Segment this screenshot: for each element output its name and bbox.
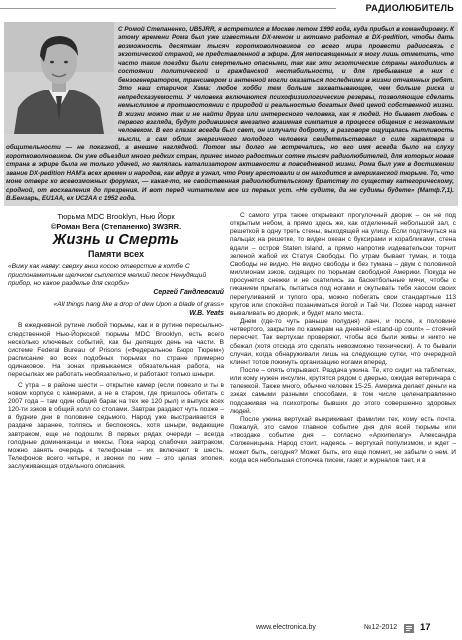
- epigraph-2-author: W.B. Yeats: [189, 310, 224, 318]
- body-paragraph: С утра – в районе шести – открытие камер (если повезло и ты в новом корпусе с камерами, а не в старом, где пришлось обитать с 2007 года – там один общий барак на тех же 120 рыл) и выпуск всех 120-ти зэков в общий холл со столами. Завтрак раздают чуть позже – в будние дни в половине седьмого. Народ уже выстраивается в раздаче заранее, толпясь и беспокоясь, хотя шныри, ведающие завтраком, еще не подошли. В первых рядах очереди – всегда голодные доминиканцы и мексы. Пока народ слабочки завтраком, можно занять очередь к телефонам – их включают в шесть. Телефонов всего четыре, и звонки по ним – это целая эпопея, заслуживающая отдельного описания.: [8, 381, 224, 471]
- right-column: [230, 212, 456, 465]
- article-byline: ©Роман Вега (Степаненко) 3W3RR.: [50, 221, 182, 231]
- epigraph-1: «Вижу как наяву: сверху вниз косою отверстие в котбе С приспонаметным щелчком сыплется мелкий песок Ненудящий прибор, но какое разделье для скорби»: [8, 263, 207, 287]
- body-paragraph: В ежедневной рутине любой тюрьмы, как и в рутине пересыльно-следственной Нью-Йоркской тюрьмы MDC Brooklyn, есть всего несколько ключевых событий, как бы делящих день на части. В системе Federal Bureau of Prisons («Федеральное Бюро Тюрем») расписание во всех подобных тюрьмах по стране примерно одинаковое. На зонах привыкаемся обязательная работа, на пересылках же работать необязательно, и работают только шныри.: [8, 322, 224, 379]
- section-title: РАДИОЛЮБИТЕЛЬ: [365, 3, 454, 13]
- intro-text: [6, 26, 454, 204]
- body-paragraph: После – опять открывают. Раздача ужина. Те, кто сидит на таблетках, или кому нужен инсулин, крутятся рядом с дверью, ожидая ветеринара с тележкой. Также много, обычно человек 15-25. Америка делает деньги на зэках самыми разными способами, в том числе целенаправленно подсаживая на психотропы бывших до этого совершенно здоровых людей.: [230, 366, 456, 415]
- article-kicker: Тюрьма MDC Brooklyn, Нью Йорк: [57, 212, 175, 221]
- magazine-logo-icon: [404, 624, 414, 633]
- body-paragraph: После ужина вертухай выкрикивает фамилии тех, кому есть почта. Пожалуй, это самое главное событие дня для всей тюрьмы или «твоздаке событие дня – согласно «Архипелагу» Александра Солженицына. Народ стоит, надеясь – вертухай популизмом, и ждет – может быть, сегодня? Может быть, его еще помнит, не забыли о нем. И когда вся небольшая стопочка писем, газет и журналов тает, и в: [230, 415, 456, 464]
- page-header: [0, 0, 462, 20]
- intro-paragraph: С Ромой Степаненко, UB5JRR, я встретился в Москве летом 1990 года, куда прибыл в командировку. К этому времени Рома был уже известным DX-меном и активно работал в DX-pedition, чтобы дать возможность десяткам тысяч коротковолновиков со всего мира провести радиосвязь с экзотической страной, не представленной в эфире. Для непосвященных я могу лишь отметить, что часто такие поездки были смертельно опасными, так как эти экзотические страны находились в состоянии политической и гражданской нестабильности, и для пребывания в них с бензогенератором, трансивером и антенной могли оказаться последними в жизни отчаянных ребят. Это наш старичок Хэма: любое хобби тем больше захватывающее, чем больше риска и непредсказуемости. У человека включаются психофизиологические резервы, позволяющие сделать немыслимое в противостоянии с природой и реальностью богатых дней ценой собственной жизни. В жизни можно так и не найти друга или интересного человека, как я людей. Но бывает любовь с первого взгляда, будут родившиеся внезапно взаимная симпатия в процессе общения с незнакомым человеком. В его глазах всегда был свет, он излучали доброту, в разговоре ощущалась пытливость мысли, а сам облик энергичного молодого человека свидетельствовал о силе характера и общительности — не показной, а внешне наглядной. Потом мы долго не встречались, но его имя всегда было на слуху коротковолновиков. Он уже объездил много редких стран, принес много радостных сотне тысяч радиолюбителей, для которых новая страна в эфире была не только удачей, но являлась катализатором активности в повседневной жизни. Рома был уже в достижении звание DX-pedition HAM'a всех времен и народов, как вдруг в узнал, что Рому арестовали и он находится в американской тюрьме. То, что моне отверг ко всевозможных форумах, — какая-то, не свойственная радиолюбительскому братству по существу категорическому, сродной, от восхваления до презрения. И вот перед читателем все из первых уст. «Не судите, да не судимы будете» (Матф.7,1). В.Бензарь, EU1AA, ex UC2AA с 1952 года.: [6, 26, 454, 203]
- page-footer: [0, 622, 462, 636]
- footer-url[interactable]: www.electronica.by: [256, 624, 316, 631]
- footer-issue-number: №12-2012: [364, 624, 398, 631]
- page-number: 17: [420, 622, 431, 633]
- epigraph-2: «All things hang like a drop of dew Upon a blade of grass»: [53, 301, 224, 309]
- article-title: Жизнь и Смерть: [52, 232, 180, 249]
- photo-wrap-space: [6, 26, 118, 136]
- body-paragraph: С самого утра также открывают прогулочный дворик – он не под открытым небом, а прямо здесь же, как отделенный небольшой зал, с решеткой в одну треть стены, выходящей на улицу. Если подтянуться на пальцах на решетке, то виден океан с буксирами и корабликами, стена вдали – остров Staten Island, а прямо напротив издевательски торчит зеленой жабой их Статуя Свободы. По утрам бывает туман, и тогда Свободы не видно. Не видно свободы и без тумана – двум с половиной миллионам зэков, сидящих по тюрьмам свободной Америки. Покуда не просунется снежки и не скатились за баскетбольные мячи, чтобы с гиканием прыгать, пытаться под ногами и окутывать тебя хаосом своих перегуливаний и тупого ора, можно побегать свои стандартные 113 кругов или спокойно позаниматься йогой и Тай Чи. Позже народ начнет вываливать во двориk, и будет мало места.: [230, 212, 456, 317]
- left-column: [8, 212, 224, 471]
- body-paragraph: Днем (где-то чуть раньше полудня) ланч, и после, к половине четвертого, закрытие по камерам на дневной «stand-up count» – стоячий пересчет. Так вертухаи проверяют, чтобы все были живы и никто не сбежал (хотя отсюда это сделать невозможно технически). А то бывали случаи, когда обнаруживали лишь на следующие сутки, что очередной клиент тотов покинуть организацию ногами вперед.: [230, 318, 456, 366]
- epigraph-1-author: Сергей Гандлевский: [153, 289, 224, 297]
- header-rule: [0, 8, 336, 9]
- article-subtitle: Памяти всех: [87, 249, 145, 260]
